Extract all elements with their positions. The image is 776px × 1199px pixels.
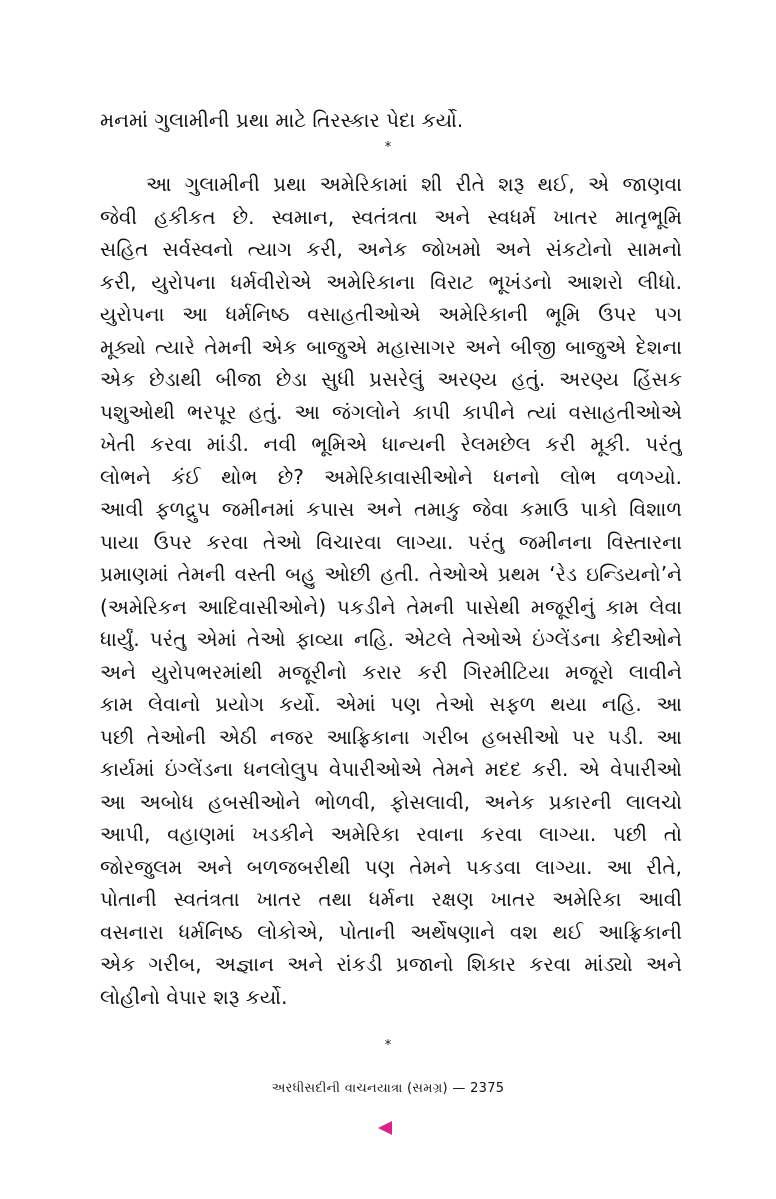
paragraph-line: આ અબોધ હબસીઓને ભોળવી, ફોસલાવી, અનેક પ્રકારની લાલચો: [100, 789, 682, 814]
paragraph-line: કામ લેવાનો પ્રયોગ કર્યો. એમાં પણ તેઓ સફળ થયા નહિ. આ: [100, 692, 682, 716]
paragraph-line: પાયા ઉપર કરવા તેઓ વિચારવા લાગ્યા. પરંતુ જમીનના વિસ્તારના: [100, 529, 682, 554]
paragraph-line: મૂક્યો ત્યારે તેમની એક બાજુએ મહાસાગર અને બીજી બાજુએ દેશના: [100, 334, 682, 359]
paragraph-line: (અમેરિકન આદિવાસીઓને) પકડીને તેમની પાસેથી મજૂરીનું કામ લેવા: [100, 594, 682, 619]
paragraph-line: લોભને કંઈ થોભ છે? અમેરિકાવાસીઓને ધનનો લોભ વળગ્યો.: [100, 464, 682, 489]
paragraph-line: આવી ફળદ્રુપ જમીનમાં કપાસ અને તમાકુ જેવા કમાઉ પાકો વિશાળ: [100, 497, 682, 521]
section-separator-bottom: *: [384, 1038, 392, 1053]
paragraph-line: પશુઓથી ભરપૂર હતું. આ જંગલોને કાપી કાપીને ત્યાં વસાહતીઓએ: [100, 399, 682, 424]
opening-line: મનમાં ગુલામીની પ્રથા માટે તિરસ્કાર પેદા કર્યો.: [100, 108, 464, 132]
main-paragraph: [100, 168, 682, 1013]
paragraph-line: એક છેડાથી બીજા છેડા સુધી પ્રસરેલું અરણ્ય હતું. અરણ્ય હિંસક: [100, 367, 682, 391]
paragraph-line: કાર્યમાં ઇંગ્લેંડના ધનલોલુપ વેપારીઓએ તેમને મદદ કરી. એ વેપારીઓ: [100, 757, 682, 781]
paragraph-line: પ્રમાણમાં તેમની વસ્તી બહુ ઓછી હતી. તેઓએ પ્રથમ ‘રેડ ઇન્ડિયનો’ને: [100, 562, 682, 586]
section-separator-top: *: [384, 140, 392, 155]
paragraph-line: અને યુરોપભરમાંથી મજૂરીનો કરાર કરી ગિરમીટિયા મજૂરો લાવીને: [100, 659, 682, 684]
paragraph-line: આ ગુલામીની પ્રથા અમેરિકામાં શી રીતે શરૂ થઈ, એ જાણવા: [146, 172, 682, 196]
paragraph-line: જોરજુલમ અને બળજબરીથી પણ તેમને પકડવા લાગ્યા. આ રીતે,: [100, 854, 682, 879]
paragraph-line: પોતાની સ્વતંત્રતા ખાતર તથા ધર્મના રક્ષણ ખાતર અમેરિકા આવી: [100, 887, 682, 911]
triangle-left-icon[interactable]: [378, 1121, 392, 1135]
paragraph-line: એક ગરીબ, અજ્ઞાન અને રાંકડી પ્રજાનો શિકાર કરવા માંડ્યો અને: [100, 952, 682, 976]
paragraph-line: ખેતી કરવા માંડી. નવી ભૂમિએ ધાન્યની રેલમછેલ કરી મૂકી. પરંતુ: [100, 432, 682, 456]
paragraph-line: પછી તેઓની એઠી નજર આફ્રિકાના ગરીબ હબસીઓ પર પડી. આ: [100, 724, 682, 749]
paragraph-line: ધાર્યું. પરંતુ એમાં તેઓ ફાવ્યા નહિ. એટલે તેઓએ ઇંગ્લેંડના કેદીઓને: [100, 627, 682, 651]
paragraph-line: યુરોપના આ ધર્મનિષ્ઠ વસાહતીઓએ અમેરિકાની ભૂમિ ઉપર પગ: [100, 302, 682, 326]
page-footer: અરધીસદીની વાચનયાત્રા (સમગ્ર) — 2375: [271, 1081, 505, 1096]
paragraph-line: આપી, વહાણમાં ખડકીને અમેરિકા રવાના કરવા લાગ્યા. પછી તો: [100, 822, 682, 846]
paragraph-line: લોહીનો વેપાર શરૂ કર્યો.: [100, 984, 288, 1009]
paragraph-line: જેવી હકીકત છે. સ્વમાન, સ્વતંત્રતા અને સ્વધર્મ ખાતર માતૃભૂમિ: [100, 204, 682, 229]
paragraph-line: સહિત સર્વસ્વનો ત્યાગ કરી, અનેક જોખમો અને સંકટોનો સામનો: [100, 237, 682, 261]
paragraph-line: કરી, યુરોપના ધર્મવીરોએ અમેરિકાના વિરાટ ભૂખંડનો આશરો લીધો.: [100, 269, 682, 294]
paragraph-line: વસનારા ધર્મનિષ્ઠ લોકોએ, પોતાની અર્થેષણાને વશ થઈ આફ્રિકાની: [100, 919, 682, 944]
